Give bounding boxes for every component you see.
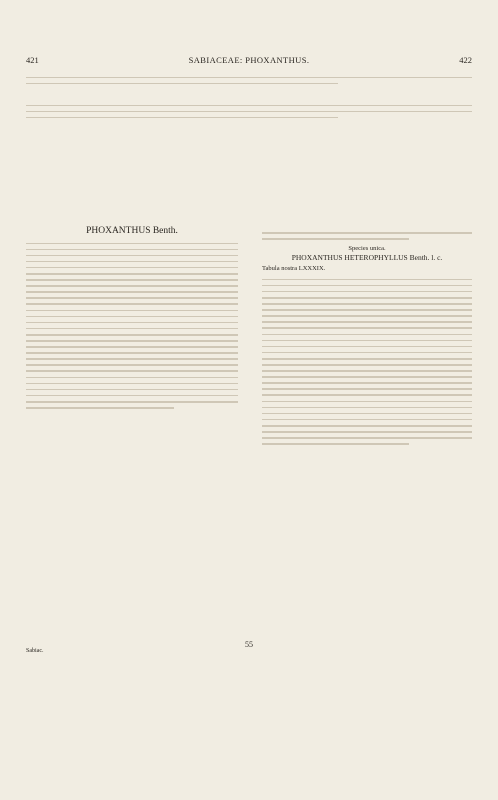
diagnosis-continuation: [262, 232, 472, 240]
species-label: Species unica.: [348, 245, 386, 253]
page-header: [26, 55, 472, 67]
genus-description: [26, 243, 238, 409]
plate-reference: Tabula nostra LXXXIX.: [262, 264, 326, 272]
genus-column: [26, 226, 238, 413]
species-column: [262, 226, 472, 449]
species-title: PHOXANTHUS HETEROPHYLLUS Benth. l. c.: [291, 253, 443, 263]
genus-title: PHOXANTHUS Benth.: [86, 226, 178, 236]
family-diagnosis: [26, 100, 472, 123]
species-description: [262, 279, 472, 445]
page-number-left: 421: [26, 55, 39, 65]
continuation-text: [26, 72, 472, 89]
page-number-right: 422: [459, 55, 472, 65]
running-title: SABIACEAE: PHOXANTHUS.: [188, 55, 310, 65]
footer-page-number: 55: [245, 640, 253, 649]
footer-family-name: Sabiac.: [26, 648, 44, 654]
